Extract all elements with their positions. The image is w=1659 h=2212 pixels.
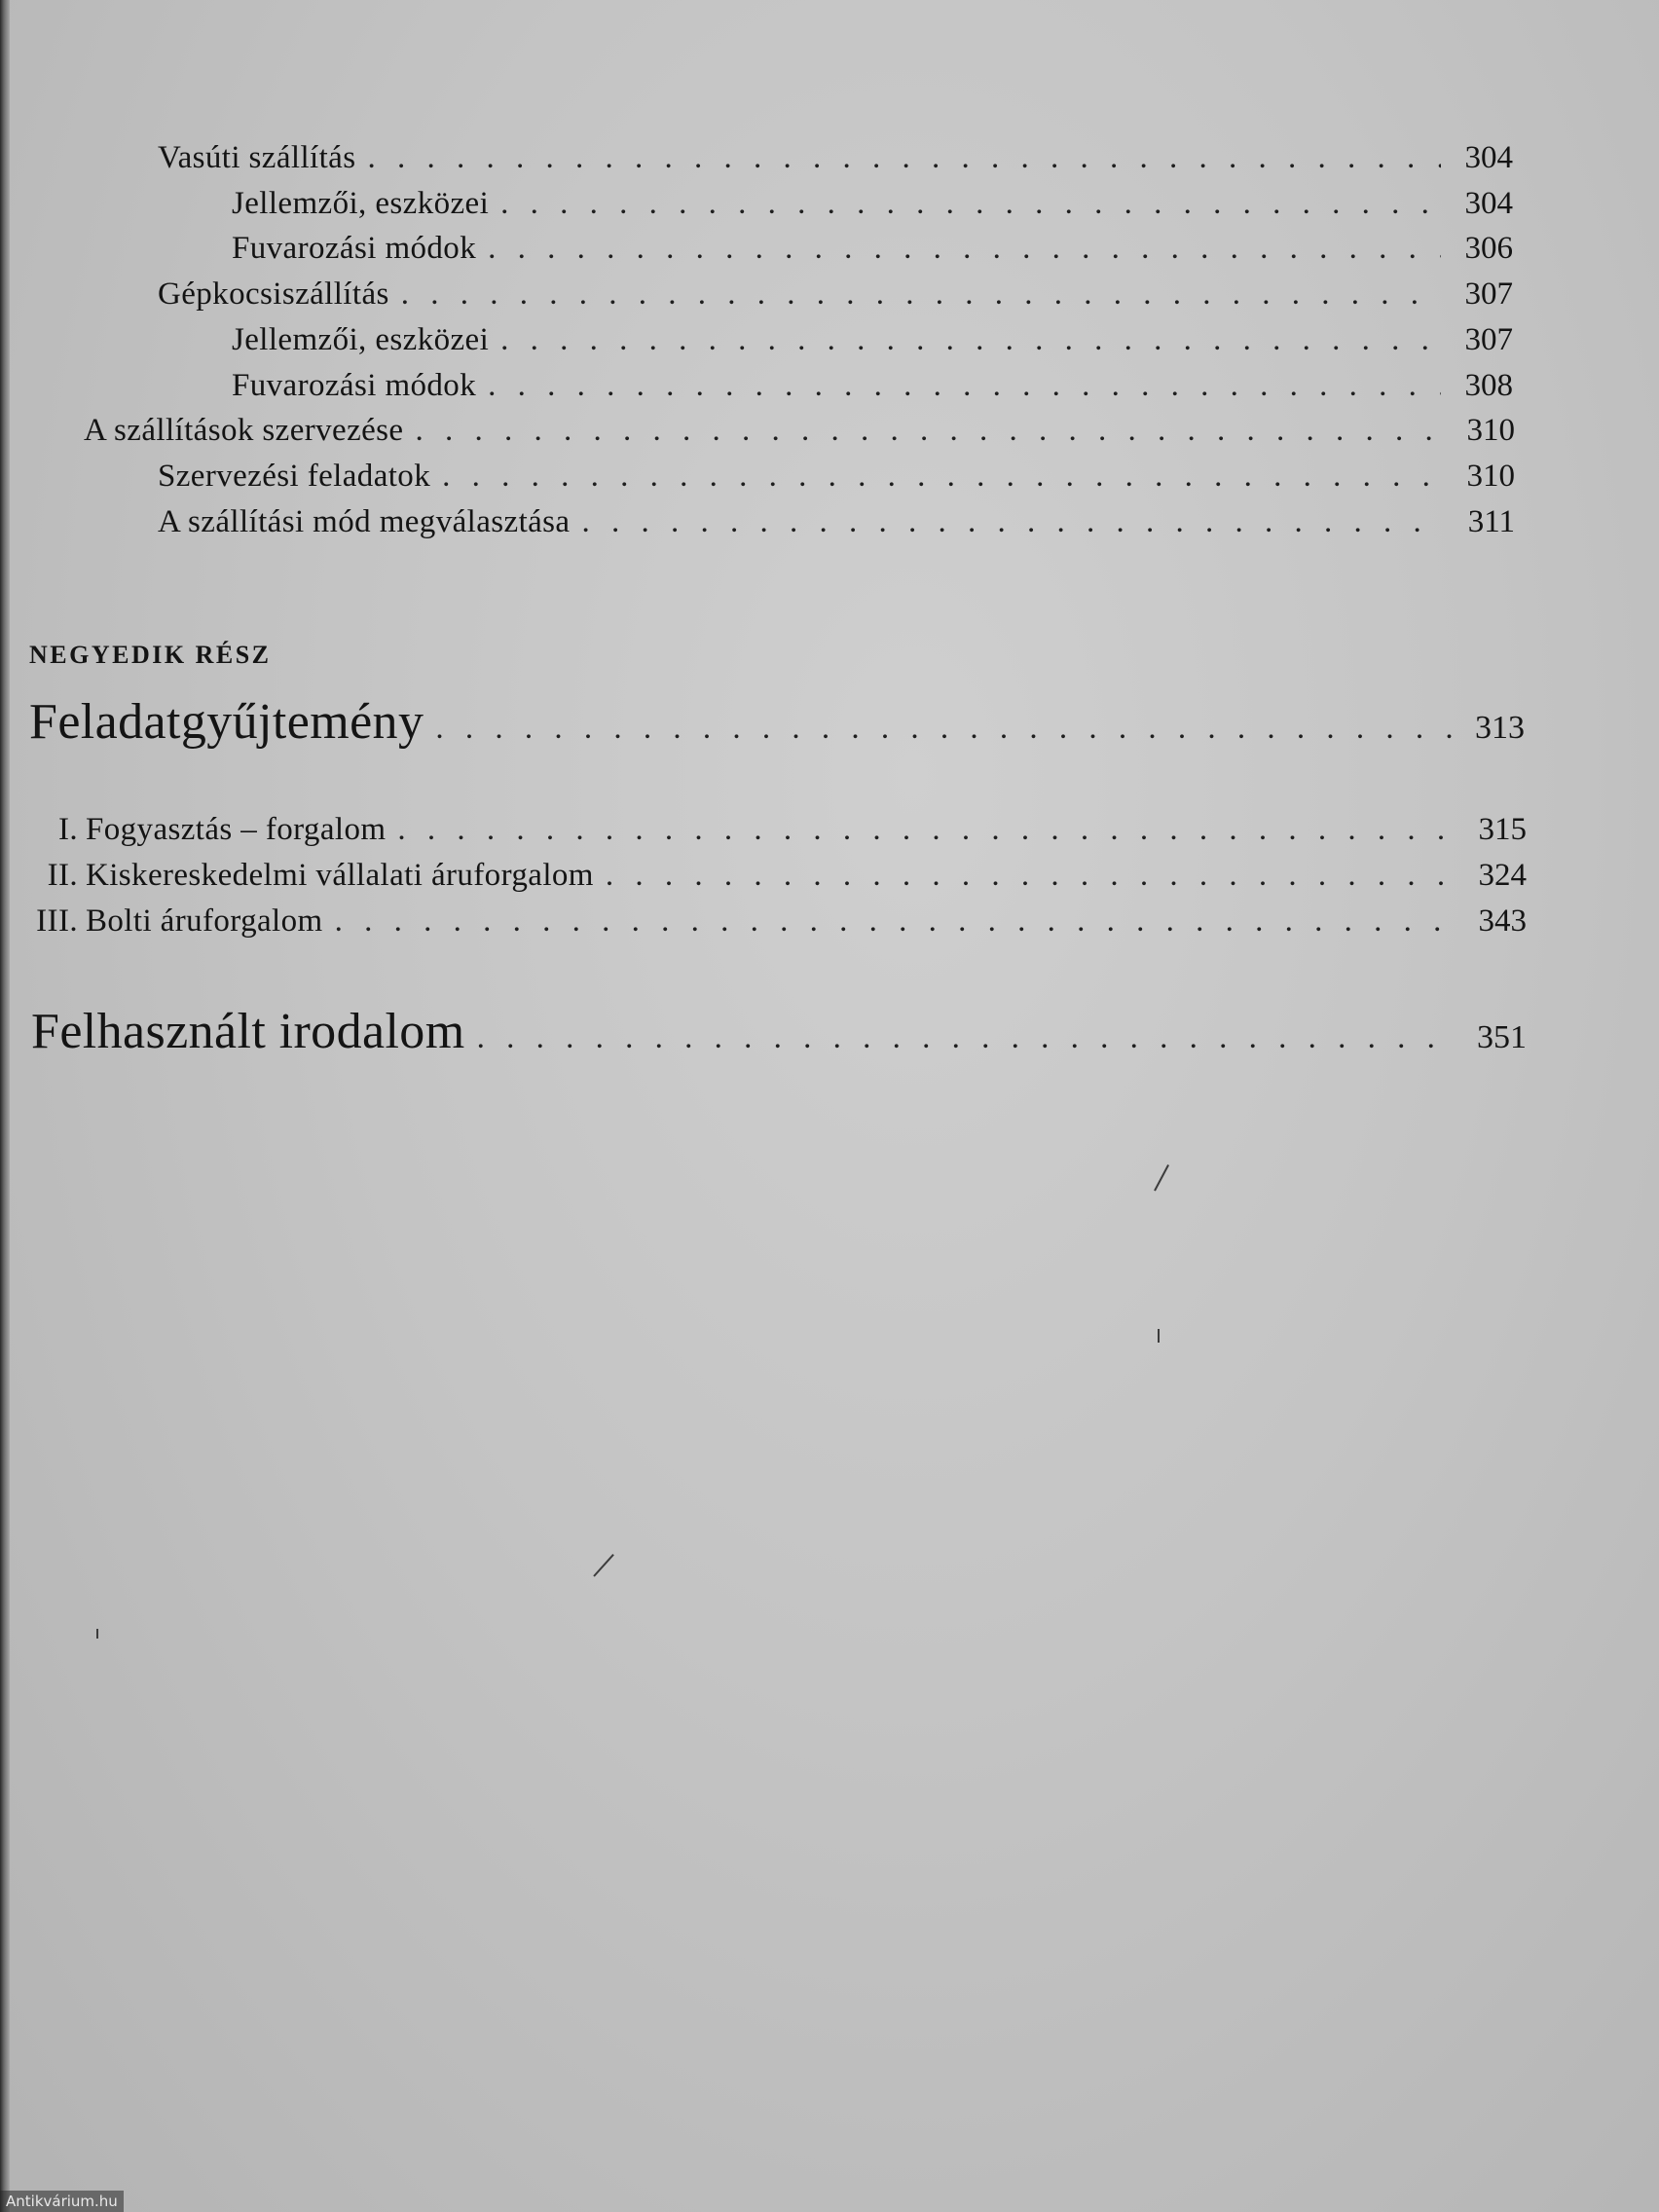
part-title-label: Feladatgyűjtemény	[29, 694, 424, 750]
bibliography-label: Felhasznált irodalom	[31, 1004, 465, 1059]
toc-entry-label: Jellemzői, eszközei	[232, 186, 490, 221]
toc-entry-jellemzoi-eszkozei-2	[232, 322, 1513, 367]
toc-chapter-1	[0, 812, 1527, 857]
toc-entry-vasuti-szallitas	[158, 140, 1513, 185]
chapter-page: 343	[1478, 903, 1527, 939]
toc-entry-szallitasok-szervezese	[84, 413, 1515, 458]
dot-leader	[500, 322, 1441, 358]
chapter-label: Bolti áruforgalom	[86, 903, 323, 939]
toc-entry-page: 304	[1464, 186, 1513, 221]
dot-leader	[367, 140, 1441, 176]
toc-bibliography	[31, 1003, 1527, 1065]
toc-entry-page: 307	[1464, 276, 1513, 312]
toc-entry-label: Vasúti szállítás	[158, 140, 356, 175]
dot-leader	[442, 459, 1443, 495]
paper-scratch	[593, 1554, 614, 1577]
part-title-page: 313	[1475, 710, 1525, 746]
dot-leader	[477, 1020, 1455, 1056]
toc-entry-page: 307	[1464, 322, 1513, 357]
chapter-label: Fogyasztás – forgalom	[86, 812, 387, 847]
dot-leader	[415, 413, 1443, 449]
toc-part-title	[29, 693, 1525, 756]
chapter-label-group	[0, 903, 323, 940]
chapter-page: 315	[1478, 812, 1527, 847]
dot-leader	[335, 903, 1455, 940]
toc-chapter-3	[0, 903, 1527, 948]
chapter-label-group	[0, 858, 594, 894]
toc-entry-label: Fuvarozási módok	[232, 368, 477, 403]
toc-entry-page: 311	[1467, 504, 1515, 539]
dot-leader	[401, 276, 1441, 313]
toc-entry-fuvarozasi-modok-2	[232, 368, 1513, 413]
dot-leader	[488, 368, 1441, 404]
dot-leader	[435, 711, 1453, 747]
paper-scratch	[1154, 1164, 1169, 1191]
toc-entry-label: Gépkocsiszállítás	[158, 276, 389, 312]
chapter-label-group	[0, 812, 386, 848]
paper-scratch	[96, 1629, 98, 1639]
dot-leader	[606, 858, 1455, 894]
chapter-label: Kiskereskedelmi vállalati áruforgalom	[86, 858, 594, 893]
toc-entry-label: Fuvarozási módok	[232, 231, 477, 266]
toc-entry-szervezesi-feladatok	[158, 459, 1515, 503]
toc-chapter-2	[0, 858, 1527, 903]
toc-entry-gepkocsiszallitas	[158, 276, 1513, 321]
watermark: Antikvárium.hu	[0, 2191, 124, 2212]
toc-entry-label: Jellemzői, eszközei	[232, 322, 490, 357]
toc-entry-jellemzoi-eszkozei	[232, 186, 1513, 231]
toc-entry-page: 306	[1464, 231, 1513, 266]
toc-entry-label: A szállítások szervezése	[84, 413, 404, 448]
dot-leader	[488, 231, 1441, 267]
bibliography-page: 351	[1477, 1019, 1527, 1055]
toc-entry-label: A szállítási mód megválasztása	[158, 504, 571, 539]
chapter-numeral: II.	[47, 858, 78, 893]
toc-entry-page: 308	[1464, 368, 1513, 403]
dot-leader	[500, 186, 1441, 222]
toc-entry-page: 304	[1464, 140, 1513, 175]
toc-entry-page: 310	[1466, 413, 1515, 448]
toc-entry-fuvarozasi-modok	[232, 231, 1513, 276]
part-heading: NEGYEDIK RÉSZ	[29, 641, 272, 669]
toc-entry-page: 310	[1466, 459, 1515, 494]
chapter-numeral: III.	[36, 903, 78, 939]
chapter-page: 324	[1478, 858, 1527, 893]
chapter-numeral: I.	[57, 812, 78, 847]
toc-entry-szallitasi-mod	[158, 504, 1515, 549]
toc-entry-label: Szervezési feladatok	[158, 459, 431, 494]
dot-leader	[397, 812, 1455, 848]
page-binding-edge	[0, 0, 10, 2212]
dot-leader	[581, 504, 1443, 540]
paper-scratch	[1158, 1329, 1160, 1343]
